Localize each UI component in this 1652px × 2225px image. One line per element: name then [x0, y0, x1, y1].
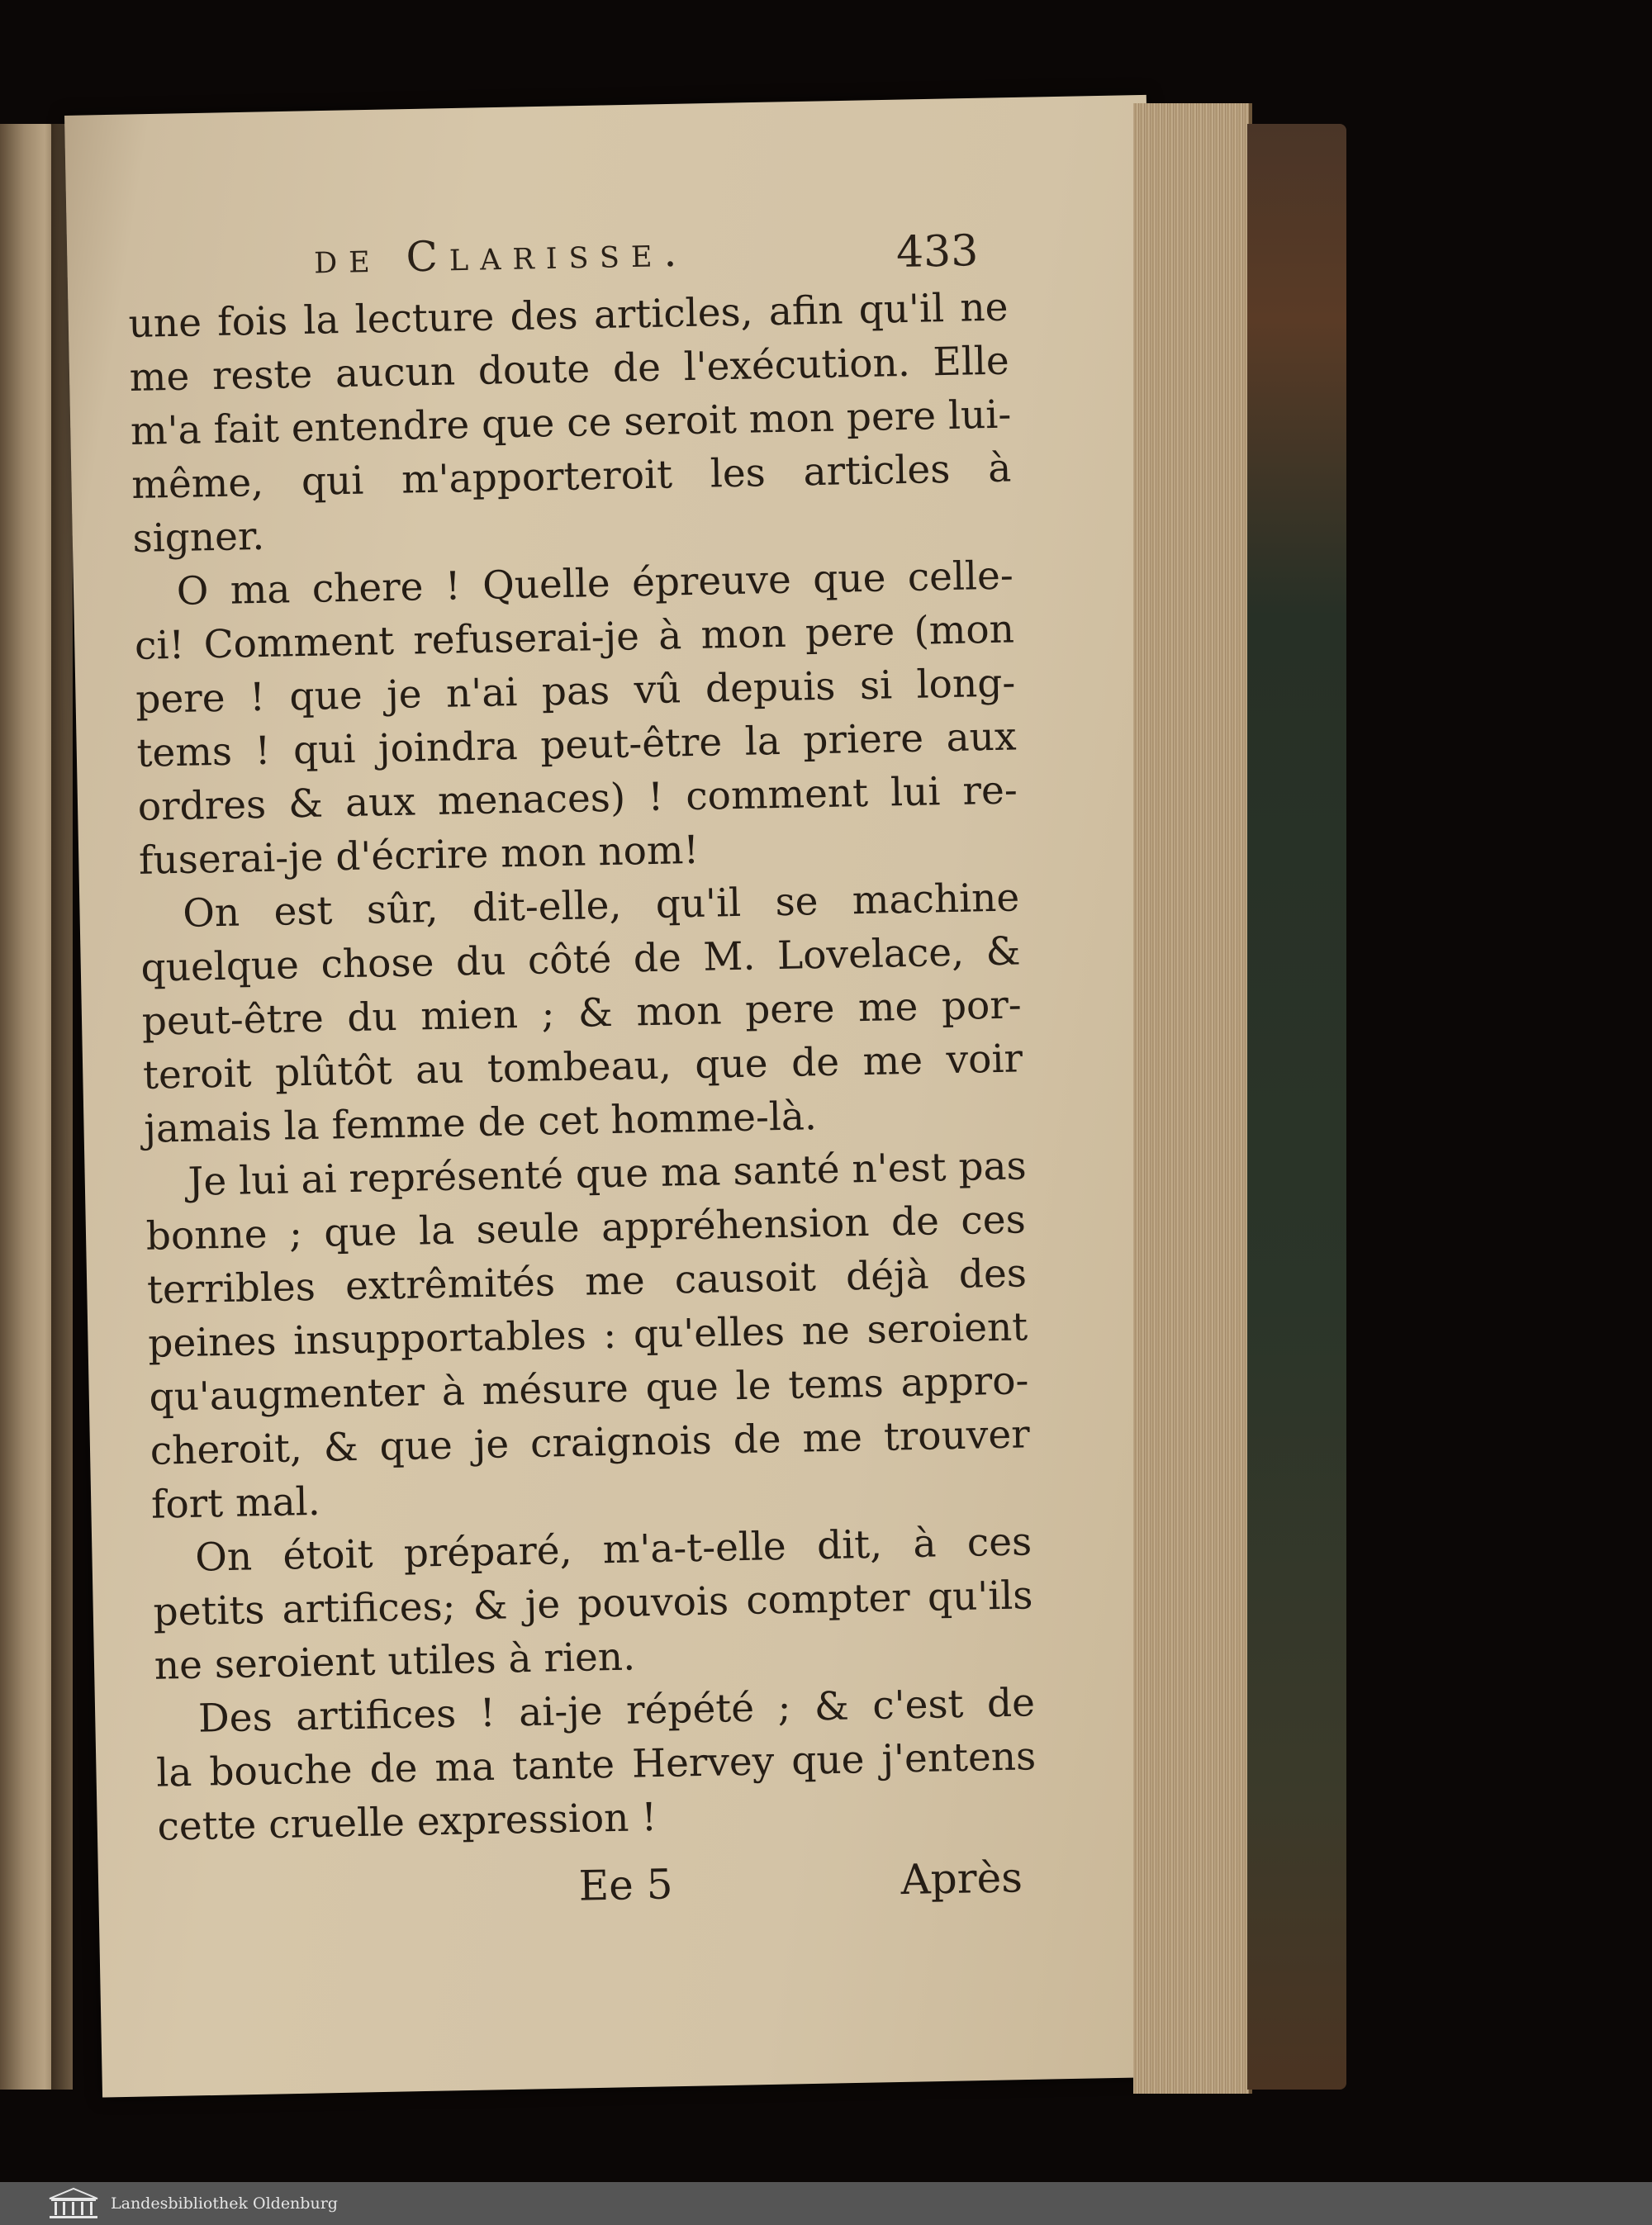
- text-line: me reste aucun doute de l'exécution. Elle: [129, 338, 1010, 401]
- text-line: fort mal.: [150, 1478, 321, 1528]
- text-line: On étoit préparé, m'a-t-elle dit, à ces: [194, 1519, 1032, 1581]
- text-line: ordres & aux menaces) ! comment lui re-: [137, 767, 1018, 830]
- text-line: peines insupportables : qu'elles ne seroient: [147, 1304, 1028, 1367]
- text-line: On est sûr, dit-elle, qu'il se machine: [182, 875, 1020, 937]
- library-building-icon: [48, 2187, 99, 2220]
- catchword: Après: [900, 1853, 1023, 1905]
- running-head: de Clarisse.: [313, 227, 689, 283]
- text-line: teroit plûtôt au tombeau, que de me voir: [142, 1036, 1023, 1098]
- text-line: Des artifices ! ai-je répété ; & c'est de: [197, 1680, 1036, 1742]
- text-line: m'a fait entendre que ce seroit mon pere lui-: [130, 391, 1012, 454]
- text-line: signer.: [132, 513, 265, 562]
- text-line: fuserai-je d'écrire mon nom!: [138, 827, 700, 884]
- text-line: tems ! qui joindra peut-être la priere aux: [136, 714, 1017, 776]
- text-line: peut-être du mien ; & mon pere me por-: [141, 982, 1023, 1045]
- text-line: la bouche de ma tante Hervey que j'entens: [155, 1734, 1037, 1796]
- text-line: O ma chere ! Quelle épreuve que celle-: [176, 553, 1014, 614]
- text-line: quelque chose du côté de M. Lovelace, &: [140, 928, 1021, 991]
- text-line: petits artifices; & je pouvois compter qu'ils: [153, 1573, 1033, 1635]
- text-line: pere ! que je n'ai pas vû depuis si long-: [135, 660, 1016, 723]
- signature-mark: Ee 5: [578, 1860, 673, 1910]
- text-line: cheroit, & que je craignois de me trouver: [150, 1411, 1031, 1474]
- text-line: ci! Comment refuserai-je à mon pere (mon: [134, 606, 1015, 669]
- page-edges: [1133, 103, 1252, 2094]
- text-line: ne seroient utiles à rien.: [154, 1634, 636, 1689]
- text-line: Je lui ai représenté que ma santé n'est pas: [188, 1143, 1028, 1205]
- text-line: qu'augmenter à mésure que le tems appro-: [149, 1358, 1029, 1421]
- text-line: terribles extrêmités me causoit déjà des: [146, 1250, 1028, 1313]
- text-line: bonne ; que la seule appréhension de ces: [145, 1197, 1027, 1260]
- library-name: Landesbibliothek Oldenburg: [111, 2194, 338, 2213]
- book-cover: [1247, 124, 1346, 2090]
- footer-bar: [0, 2182, 1652, 2225]
- text-line: même, qui m'apporteroit les articles à: [131, 445, 1012, 508]
- body-text: [128, 281, 1037, 1854]
- text-line: jamais la femme de cet homme-là.: [143, 1094, 818, 1152]
- text-line: cette cruelle expression !: [157, 1795, 657, 1850]
- text-line: une fois la lecture des articles, afin qu'il ne: [128, 284, 1009, 347]
- page-number: 433: [895, 226, 979, 278]
